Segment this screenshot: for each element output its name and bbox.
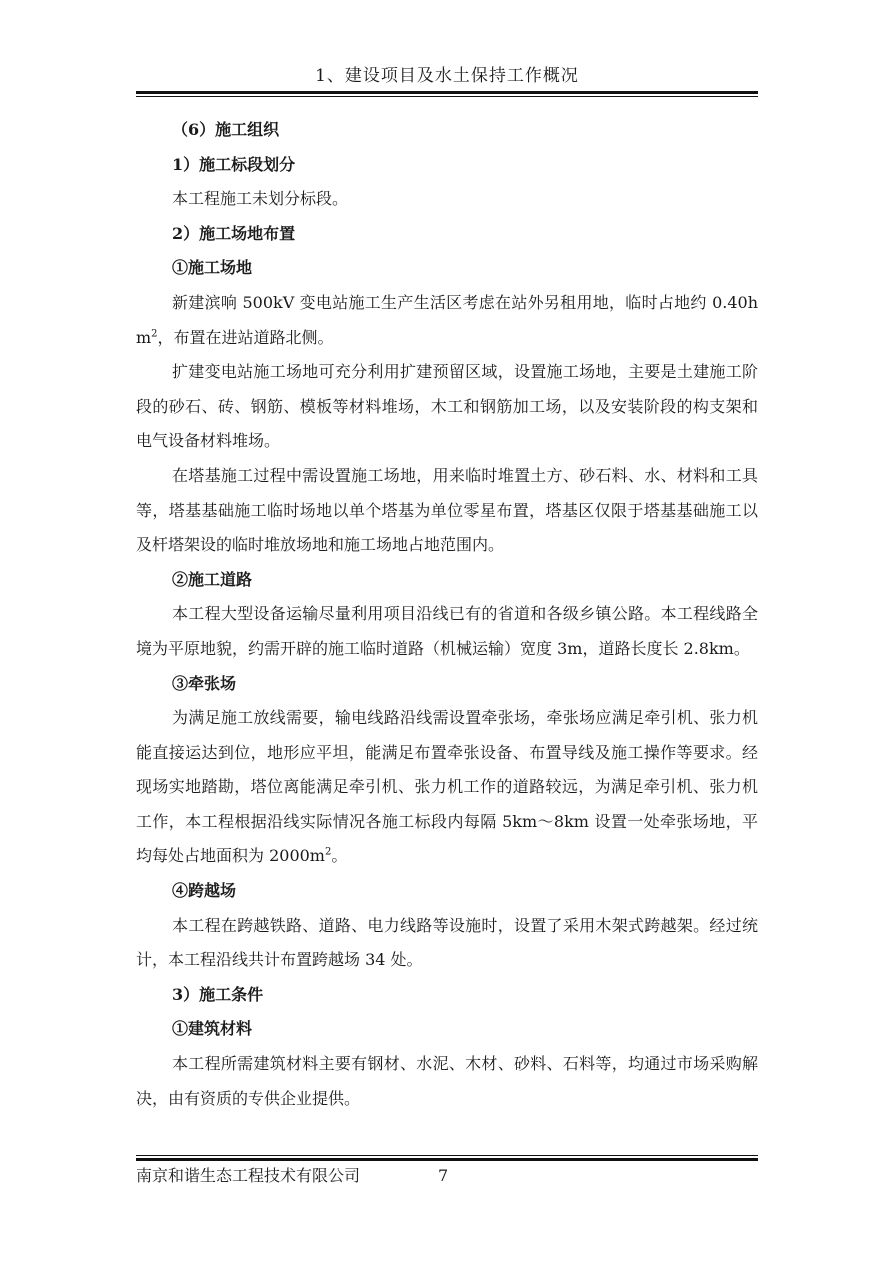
superscript: 2 <box>324 847 332 859</box>
footer-rule <box>136 1158 758 1161</box>
heading-tension-field: ③牵张场 <box>172 673 237 693</box>
document-body <box>136 113 758 1116</box>
paragraph-site-new-substation-tail: ，布置在进站道路北侧。 <box>157 327 334 347</box>
heading-building-materials: ①建筑材料 <box>172 1019 253 1039</box>
header-title: 1、建设项目及水土保持工作概况 <box>315 66 579 86</box>
paragraph-building-materials: 本工程所需建筑材料主要有钢材、水泥、木材、砂料、石料等，均通过市场采购解决，由有资质的专供企业提供。 <box>136 1054 758 1108</box>
paragraph-site-tower: 在塔基施工过程中需设置施工场地，用来临时堆置土方、砂石料、水、材料和工具等，塔基基础施工临时场地以单个塔基为单位零星布置，塔基区仅限于塔基基础施工以及杆塔架设的临时堆放场地和施工场地占地范围内。 <box>136 465 758 555</box>
header-rule-thin <box>136 96 758 97</box>
footer-company: 南京和谐生态工程技术有限公司 <box>136 1166 361 1185</box>
heading-construction-organization: （6）施工组织 <box>172 120 280 139</box>
paragraph-section-division: 本工程施工未划分标段。 <box>172 189 349 209</box>
header-rule <box>136 91 758 94</box>
paragraph-site-new-substation-text: 新建滨响 500kV 变电站施工生产生活区考虑在站外另租用地，临时占地约 0.40hm <box>136 292 758 347</box>
heading-construction-conditions: 3）施工条件 <box>172 984 264 1004</box>
paragraph-construction-road: 本工程大型设备运输尽量利用项目沿线已有的省道和各级乡镇公路。本工程线路全境为平原地貌，约需开辟的施工临时道路（机械运输）宽度 3m，道路长度长 2.8km。 <box>136 604 758 658</box>
paragraph-crossing-field: 本工程在跨越铁路、道路、电力线路等设施时，设置了采用木架式跨越架。经过统计，本工程沿线共计布置跨越场 34 处。 <box>136 915 758 970</box>
page-number: 7 <box>438 1166 449 1185</box>
footer-rule-thin <box>136 1155 758 1156</box>
heading-site-layout: 2）施工场地布置 <box>172 223 296 243</box>
heading-construction-site: ①施工场地 <box>172 258 253 278</box>
paragraph-tension-field-tail: 。 <box>331 846 348 866</box>
paragraph-site-new-substation <box>136 286 758 355</box>
paragraph-site-expansion: 扩建变电站施工场地可充分利用扩建预留区域，设置施工场地，主要是土建施工阶段的砂石、砖、钢筋、模板等材料堆场，木工和钢筋加工场，以及安装阶段的构支架和电气设备材料堆场。 <box>136 362 758 451</box>
paragraph-tension-field <box>136 701 758 874</box>
heading-construction-road: ②施工道路 <box>172 569 253 589</box>
superscript: 2 <box>151 328 158 340</box>
paragraph-tension-field-text: 为满足施工放线需要，输电线路沿线需设置牵张场，牵张场应满足牵引机、张力机能直接运达到位，地形应平坦，能满足布置牵张设备、布置导线及施工操作等要求。经现场实地踏勘，塔位离能满足牵引机、张力机工作的道路较远，为满足牵引机、张力机工作，本工程根据沿线实际情况各施工标段内每隔 5km～8km 设置一处牵张场地，平均每处占地面积为 2000m <box>136 708 758 866</box>
heading-crossing-field: ④跨越场 <box>172 881 237 901</box>
heading-section-division: 1）施工标段划分 <box>172 154 296 174</box>
